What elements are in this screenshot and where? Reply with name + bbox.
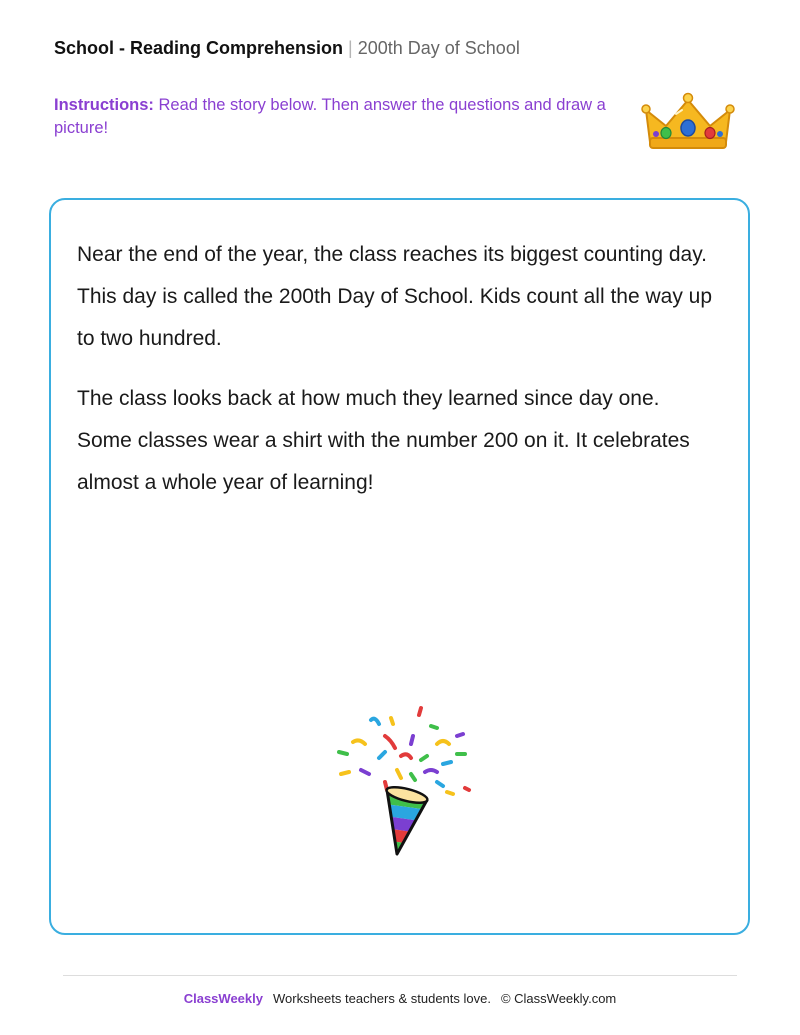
crown-icon <box>636 80 740 170</box>
story-paragraph-1: Near the end of the year, the class reaches its biggest counting day. This day is called the 200th Day of School. Kids count all the way up to two hundred. <box>77 243 713 350</box>
worksheet-title: School - Reading Comprehension <box>54 38 344 58</box>
crown-graphic <box>636 80 740 170</box>
footer-tagline: Worksheets teachers & students love. <box>272 991 491 1006</box>
story-paragraph-2: The class looks back at how much they learned since day one. Some classes wear a shirt with the number 200 on it. It celebrates almost a whole year of learning! <box>77 387 690 494</box>
worksheet-header <box>54 37 520 59</box>
party-popper-graphic <box>261 640 541 920</box>
story-box <box>49 198 750 935</box>
instructions-text: Read the story below. Then answer the questions and draw a picture! <box>54 96 606 137</box>
footer-brand: ClassWeekly <box>183 991 263 1006</box>
story-text <box>77 234 717 522</box>
instructions-label: Instructions: <box>54 96 154 114</box>
title-separator: | <box>348 38 353 58</box>
party-popper-icon <box>261 640 541 920</box>
footer-divider <box>63 975 737 976</box>
footer-copyright: © ClassWeekly.com <box>500 991 617 1006</box>
instructions <box>54 94 614 140</box>
worksheet-subtitle: 200th Day of School <box>357 38 520 58</box>
footer <box>0 991 800 1007</box>
